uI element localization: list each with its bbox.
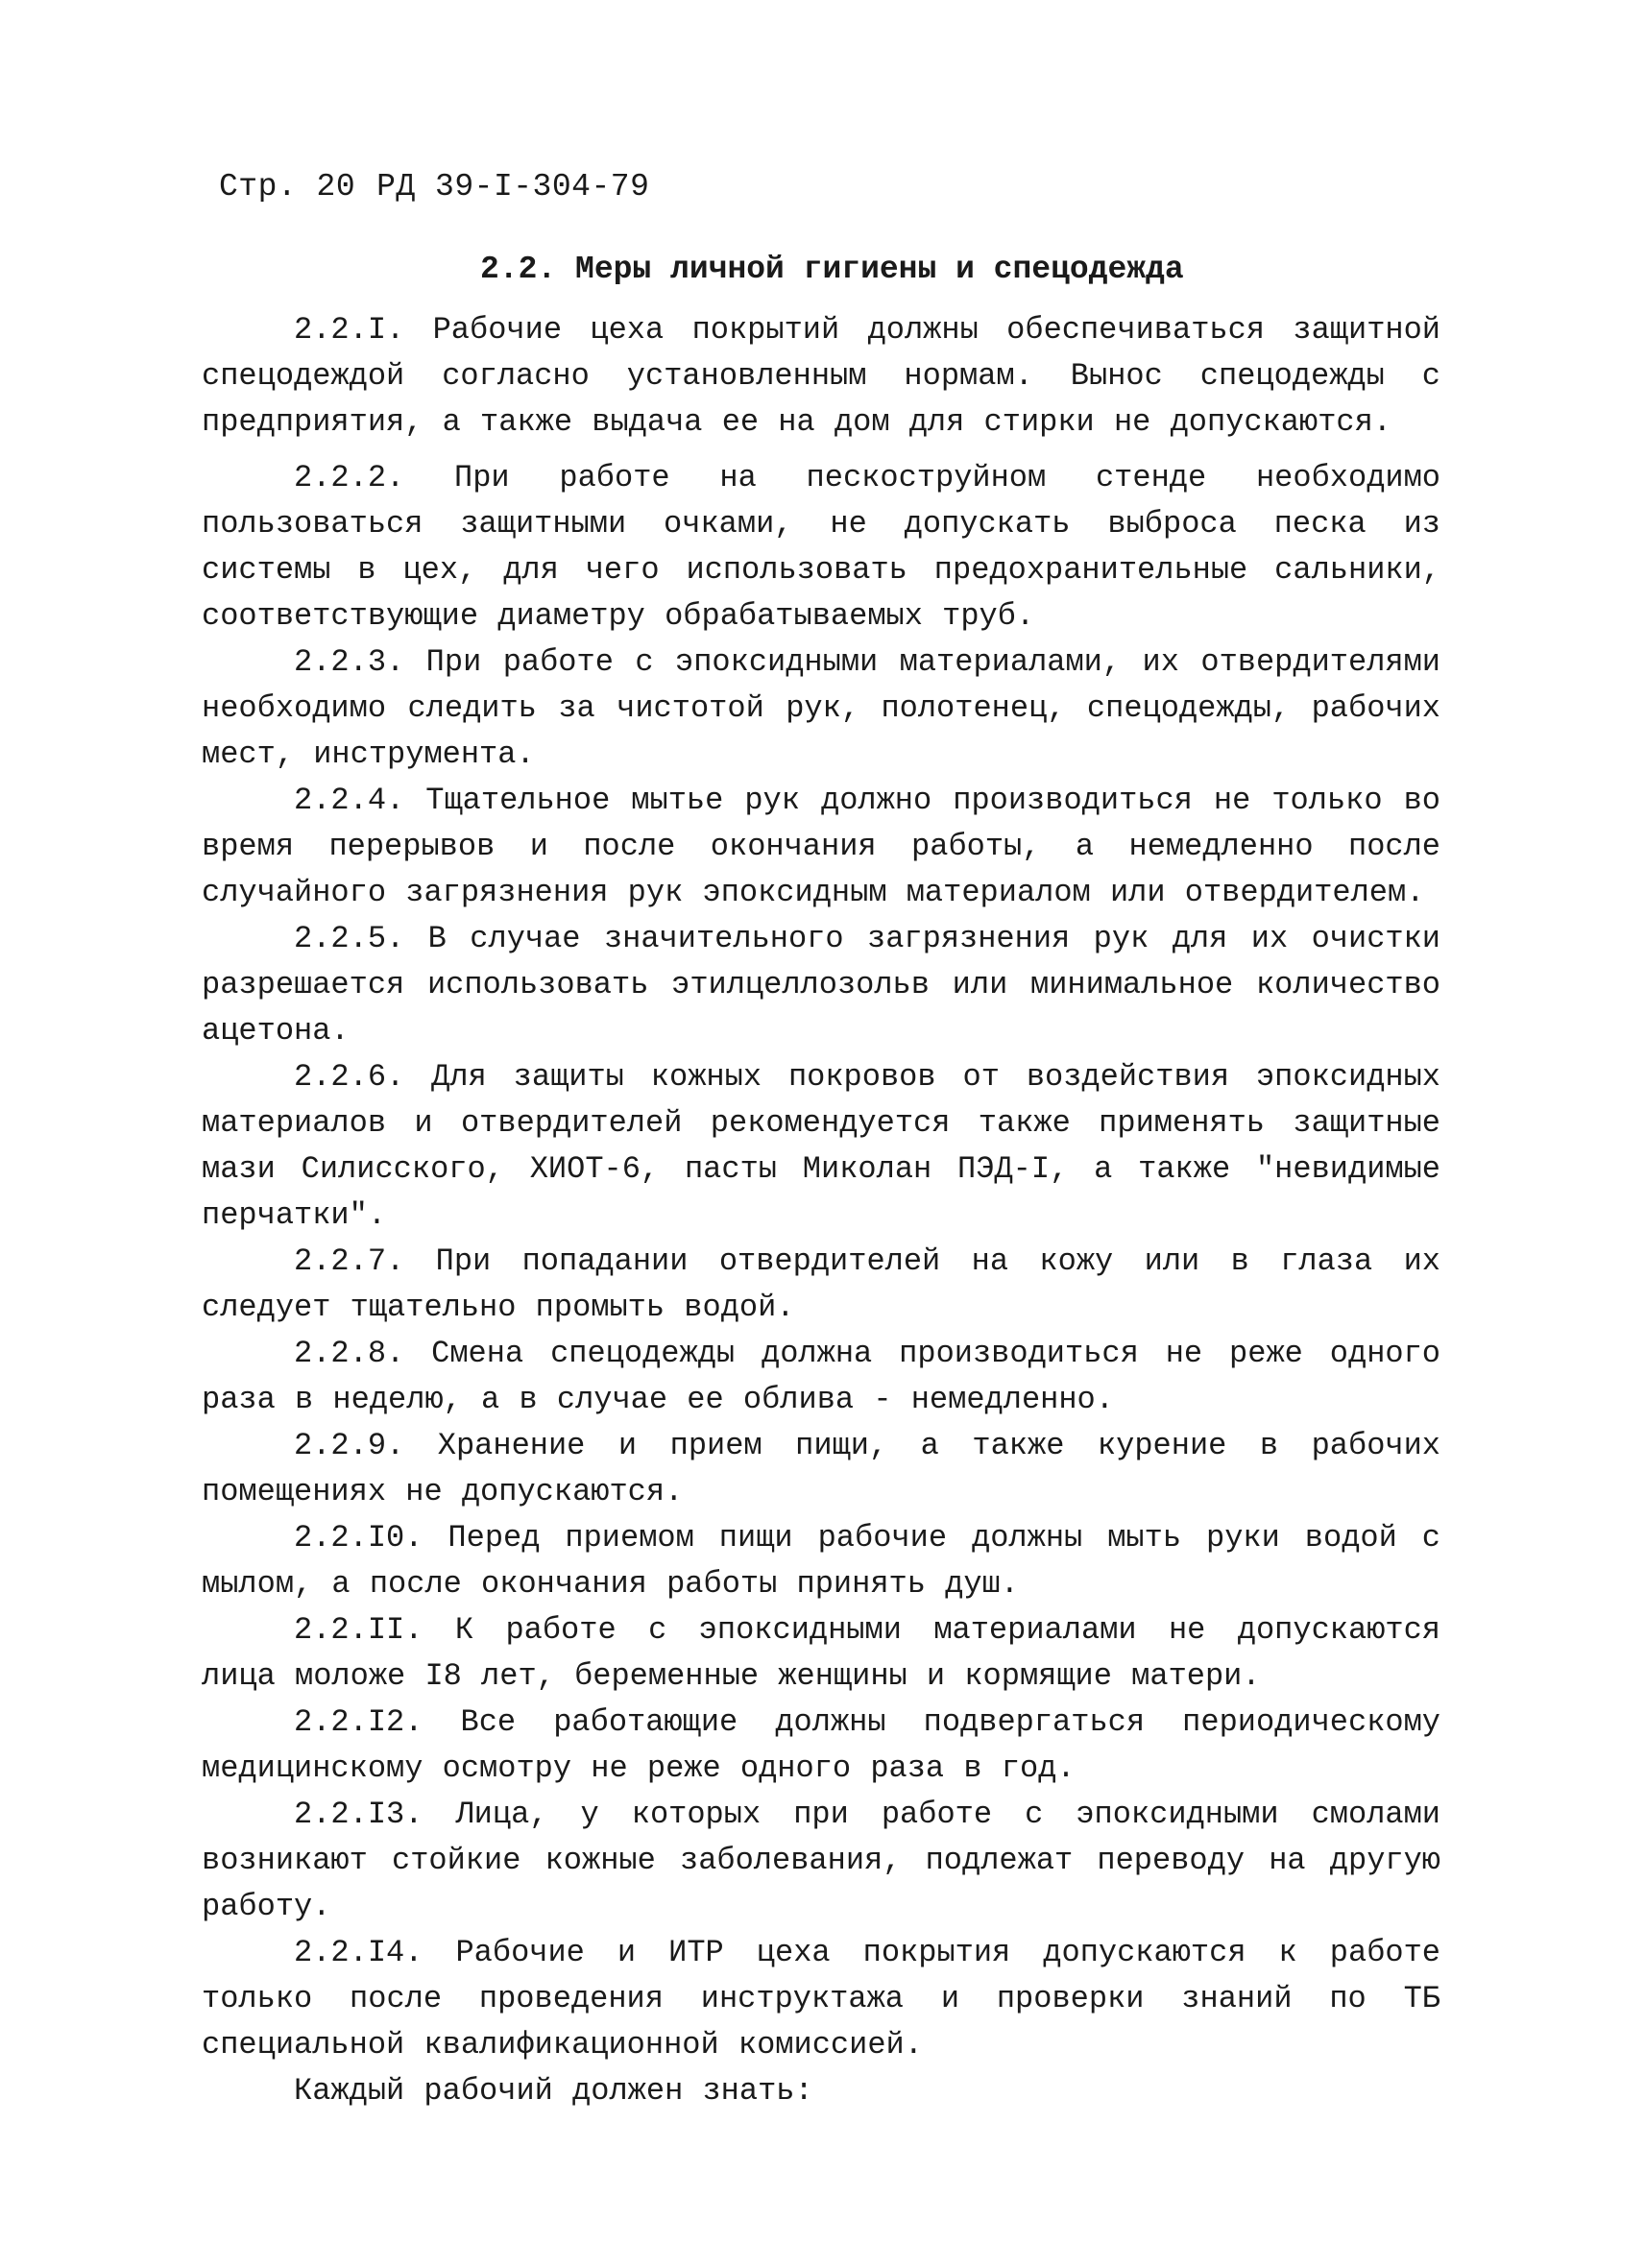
item-number: 2.2.7. (294, 1243, 405, 1279)
paragraph-2-2-1 (202, 307, 1440, 446)
item-number: 2.2.2. (294, 460, 405, 495)
page-number: Стр. 20 (219, 169, 356, 205)
item-number: 2.2.I. (294, 312, 405, 348)
item-text: К работе с эпоксидными материалами не допускаются лица моложе I8 лет, беременные женщины и кормящие матери. (202, 1612, 1440, 1694)
item-text: Хранение и прием пищи, а также курение в рабочих помещениях не допускаются. (202, 1428, 1441, 1509)
paragraph-2-2-7 (202, 1239, 1440, 1331)
paragraph-2-2-10 (202, 1515, 1440, 1607)
item-text: При попадании отвердителей на кожу или в глаза их следует тщательно промыть водой. (202, 1243, 1441, 1325)
paragraph-2-2-3 (202, 639, 1440, 778)
item-text: Для защиты кожных покровов от воздействия эпоксидных материалов и отвердителей рекомендуется также применять защитные мази Силисского, ХИОТ-6, пасты Миколан ПЭД-I, а также "невидимые перчатки". (202, 1059, 1441, 1233)
item-text: В случае значительного загрязнения рук для их очистки разрешается использовать этилцеллозольв или минимальное количество ацетона. (202, 921, 1441, 1049)
item-text: Рабочие и ИТР цеха покрытия допускаются к работе только после проведения инструктажа и проверки знаний по ТБ специальной квалификационной комиссией. (202, 1935, 1440, 2063)
item-number: 2.2.3. (294, 644, 405, 680)
item-text: Перед приемом пищи рабочие должны мыть руки водой с мылом, а после окончания работы принять душ. (202, 1520, 1441, 1602)
item-text: Все работающие должны подвергаться периодическому медицинскому осмотру не реже одного раза в год. (202, 1704, 1441, 1786)
item-number: 2.2.I2. (294, 1704, 423, 1740)
section-body (202, 307, 1440, 2114)
item-text: Рабочие цеха покрытий должны обеспечиваться защитной спецодеждой согласно установленным нормам. Вынос спецодежды с предприятия, а также выдача ее на дом для стирки не допускаются. (202, 312, 1441, 440)
document-code: РД 39-I-304-79 (376, 169, 650, 205)
paragraph-2-2-13 (202, 1792, 1440, 1930)
paragraph-2-2-14 (202, 1930, 1440, 2068)
closing-line: Каждый рабочий должен знать: (294, 2073, 813, 2109)
item-number: 2.2.II. (294, 1612, 423, 1648)
item-text: При работе с эпоксидными материалами, их отвердителями необходимо следить за чистотой рук, полотенец, спецодежды, рабочих мест, инструмента. (202, 644, 1441, 772)
paragraph-2-2-8 (202, 1331, 1440, 1423)
item-number: 2.2.5. (294, 921, 405, 956)
paragraph-2-2-5 (202, 916, 1440, 1054)
paragraph-2-2-12 (202, 1700, 1440, 1792)
item-text: При работе на пескоструйном стенде необходимо пользоваться защитными очками, не допускать выброса песка из системы в цех, для чего использовать предохранительные сальники, соответствующие диаметру обрабатываемых труб. (202, 460, 1441, 634)
item-number: 2.2.8. (294, 1336, 405, 1371)
paragraph-2-2-2 (202, 455, 1440, 639)
page-header (219, 169, 670, 205)
item-text: Лица, у которых при работе с эпоксидными смолами возникают стойкие кожные заболевания, подлежат переводу на другую работу. (202, 1797, 1440, 1924)
item-number: 2.2.6. (294, 1059, 405, 1095)
item-number: 2.2.I3. (294, 1797, 423, 1832)
section-title: 2.2. Меры личной гигиены и спецодежда (480, 252, 1184, 287)
item-text: Тщательное мытье рук должно производиться не только во время перерывов и после окончания работы, а немедленно после случайного загрязнения рук эпоксидным материалом или отвердителем. (202, 783, 1441, 910)
item-number: 2.2.I0. (294, 1520, 423, 1556)
item-number: 2.2.I4. (294, 1935, 423, 1970)
paragraph-2-2-11 (202, 1607, 1440, 1700)
paragraph-2-2-6 (202, 1054, 1440, 1239)
item-text: Смена спецодежды должна производиться не реже одного раза в неделю, а в случае ее облива - немедленно. (202, 1336, 1441, 1417)
paragraph-2-2-9 (202, 1423, 1440, 1515)
paragraph-2-2-4 (202, 778, 1440, 916)
item-number: 2.2.4. (294, 783, 405, 818)
item-number: 2.2.9. (294, 1428, 405, 1463)
